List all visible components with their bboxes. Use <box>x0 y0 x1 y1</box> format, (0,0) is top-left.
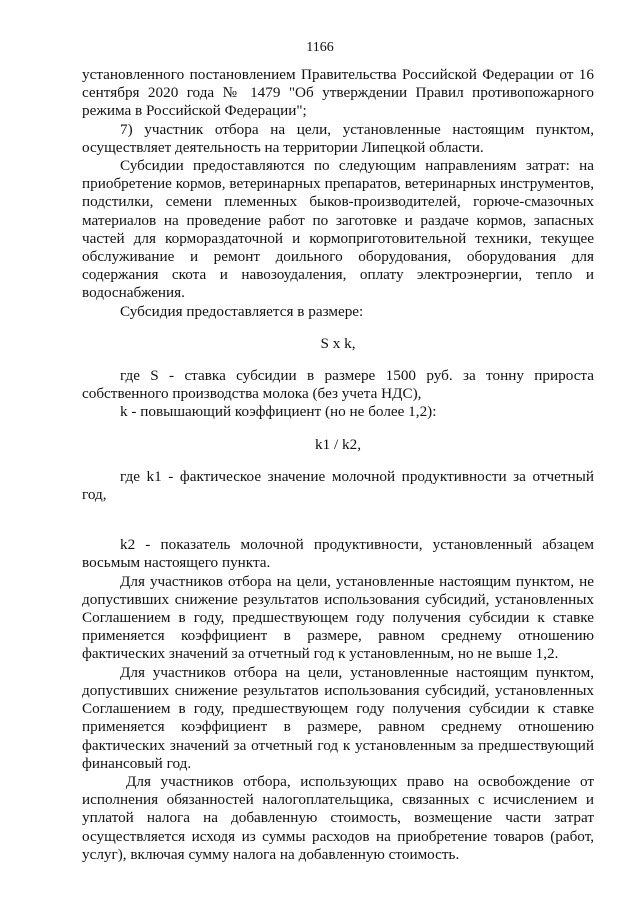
paragraph-s-definition: где S - ставка субсидии в размере 1500 руб. за тонну прироста собственного производства молока (без учета НДС), <box>82 367 594 403</box>
formula-k1-over-k2: k1 / k2, <box>315 435 361 453</box>
paragraph-k1-definition: где k1 - фактическое значение молочной продуктивности за отчетный год, <box>82 467 594 504</box>
paragraph-fire-safety: установленного постановлением Правительства Российской Федерации от 16 сентября 2020 года № 1479 "Об утверждении Правил противопожарного режима в Российской Федерации"; <box>82 66 594 120</box>
paragraph-cost-directions: Субсидии предоставляются по следующим направлениям затрат: на приобретение кормов, ветеринарных препаратов, ветеринарных инструментов, подстилки, семени племенных быков-производителей, горюче-смазочных материалов на проведение работ по заготовке и раздаче кормов, запасных частей для кормораздаточной и кормоприготовительной техники, текущее обслуживание и ремонт доильного оборудования, оборудования для содержания скота и навозоудаления, оплату электроэнергии, тепло и водоснабжения. <box>82 157 594 302</box>
paragraph-with-decrease: Для участников отбора на цели, установленные настоящим пунктом, допустивших снижение результатов использования субсидий, установленных Соглашением в году, предшествующем году получения субсидии к ставке применяется коэффициент в размере, равном среднему отношению фактических значений за отчетный год к установленным за предшествующий финансовый год. <box>82 663 594 772</box>
paragraph-vat-exemption: Для участников отбора, использующих право на освобождение от исполнения обязанностей налогоплательщика, связанных с исчислением и уплатой налога на добавленную стоимость, возмещение части затрат осуществляется исходя из суммы расходов на приобретение товаров (работ, услуг), включая сумму налога на добавленную стоимость. <box>82 772 594 863</box>
document-body <box>82 66 594 864</box>
paragraph-k2-definition: k2 - показатель молочной продуктивности, установленный абзацем восьмым настоящего пункта. <box>82 536 594 572</box>
paragraph-no-decrease: Для участников отбора на цели, установленные настоящим пунктом, не допустивших снижение результатов использования субсидий, установленных Соглашением в году, предшествующем году получения субсидии к ставке применяется коэффициент в размере, равном среднему отношению фактических значений за отчетный год к установленным, но не выше 1,2. <box>82 572 594 663</box>
paragraph-subsidy-amount: Субсидия предоставляется в размере: <box>120 302 364 320</box>
paragraph-item-7: 7) участник отбора на цели, установленные настоящим пунктом, осуществляет деятельность на территории Липецкой области. <box>82 120 594 156</box>
page-number: 1166 <box>306 40 334 55</box>
paragraph-k-definition: k - повышающий коэффициент (но не более 1,2): <box>120 403 437 421</box>
formula-s-times-k: S x k, <box>320 334 356 352</box>
